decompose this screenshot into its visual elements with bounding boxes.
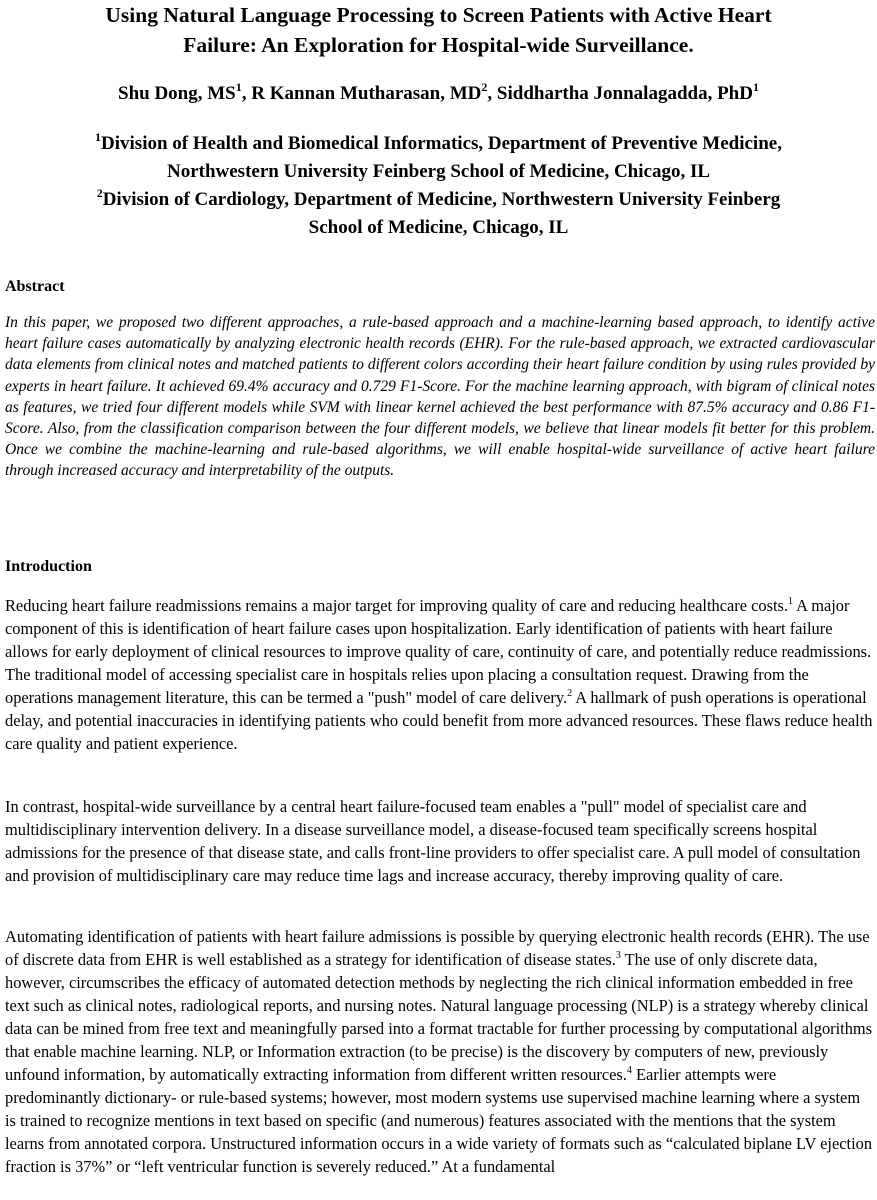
citation-mark: 1	[787, 596, 793, 607]
affiliation-line: Northwestern University Feinberg School of Medicine, Chicago, IL	[166, 161, 711, 182]
affiliation-line: Division of Cardiology, Department of Medicine, Northwestern University Feinberg	[102, 189, 781, 210]
intro-paragraph-1	[5, 594, 875, 755]
paragraph-text: Reducing heart failure readmissions remains a major target for improving quality of care and reducing healthcare costs.	[5, 596, 788, 615]
author-affiliation-mark: 1	[752, 80, 759, 94]
citation-mark: 2	[567, 688, 573, 699]
affiliations	[0, 130, 877, 242]
abstract-body: In this paper, we proposed two different approaches, a rule-based approach and a machine-learning based approach, to identify active heart failure cases automatically by analyzing electronic health records (EHR). For the rule-based approach, we extracted cardiovascular data elements from clinical notes and matched patients to different colors according their heart failure condition by using rules provided by experts in heart failure. It achieved 69.4% accuracy and 0.729 F1-Score. For the machine learning approach, with bigram of clinical notes as features, we tried four different models while SVM with linear kernel achieved the best performance with 87.5% accuracy and 0.86 F1-Score. Also, from the classification comparison between the four different models, we believe that linear models fit better for this problem. Once we combine the machine-learning and rule-based algorithms, we will enable hospital-wide surveillance of active heart failure through increased accuracy and interpretability of the outputs.	[5, 314, 875, 480]
paragraph-text: A hallmark of push operations is operational delay, and potential inaccuracies in identifying patients who could benefit from more advanced resources. These flaws reduce health care quality and patient experience.	[5, 688, 873, 753]
affiliation-mark: 1	[95, 130, 102, 144]
affiliation-2	[0, 186, 877, 214]
citation-mark: 3	[615, 950, 621, 961]
paragraph-text: The use of only discrete data, however, circumscribes the efficacy of automated detection methods by neglecting the rich clinical information embedded in free text such as clinical notes, radiological reports, and nursing notes. Natural language processing (NLP) is a strategy whereby clinical data can be mined from free text and meaningfully parsed into a format tractable for further processing by computational algorithms that enable machine learning. NLP, or Information extraction (to be precise) is the discovery by computers of new, previously unfound information, by automatically extracting information from different written resources.	[5, 950, 873, 1084]
paragraph-text: Automating identification of patients with heart failure admissions is possible by querying electronic health records (EHR). The use of discrete data from EHR is well established as a strategy for identification of disease states.	[5, 927, 870, 969]
affiliation-line: School of Medicine, Chicago, IL	[308, 217, 569, 238]
title-line-1: Using Natural Language Processing to Screen Patients with Active Heart	[105, 3, 772, 27]
intro-paragraph-2	[5, 795, 875, 887]
affiliation-mark: 2	[96, 186, 103, 200]
author-list: Shu Dong, $MS^1$, R Kannan Mutharasan, $MD^2$, Siddhartha Jonnalagadda, PhD$^1$	[118, 80, 759, 104]
affiliation-line: Division of Health and Biomedical Informatics, Department of Preventive Medicine,	[101, 133, 782, 154]
paragraph-text: A major component of this is identification of heart failure cases upon hospitalization. Early identification of patients with heart failure allows for early deployment of clinical resources to improve quality of care, continuity of care, and potentially reduce readmissions. The traditional model of accessing specialist care in hospitals relies upon placing a consultation request. Drawing from the operations management literature, this can be termed a "push" model of care delivery.	[5, 596, 872, 707]
author-affiliation-mark: 2	[481, 80, 488, 94]
author-name: Shu Dong, MS	[118, 83, 236, 104]
introduction-heading: Introduction	[5, 558, 92, 575]
author-name: R Kannan Mutharasan, MD	[251, 83, 482, 104]
author-name: Siddhartha Jonnalagadda, PhD	[496, 83, 753, 104]
title-line-2: Failure: An Exploration for Hospital-wide Surveillance.	[183, 33, 694, 57]
paragraph-text: In contrast, hospital-wide surveillance by a central heart failure-focused team enables a "pull" model of specialist care and multidisciplinary intervention delivery. In a disease surveillance model, a disease-focused team specifically screens hospital admissions for the presence of that disease state, and calls front-line providers to offer specialist care. A pull model of consultation and provision of multidisciplinary care may reduce time lags and increase accuracy, thereby improving quality of care.	[5, 797, 861, 885]
paper-title	[0, 0, 877, 60]
author-affiliation-mark: 1	[235, 80, 242, 94]
citation-mark: 4	[626, 1065, 632, 1076]
paragraph-text: Earlier attempts were predominantly dictionary- or rule-based systems; however, most modern systems use supervised machine learning where a system is trained to recognize mentions in text based on specific (and numerous) features associated with the mentions that the system learns from annotated corpora. Unstructured information occurs in a wide variety of formats such as “calculated biplane LV ejection fraction is 37%” or “left ventricular function is severely reduced.” At a fundamental	[5, 1065, 873, 1176]
affiliation-1	[0, 130, 877, 158]
abstract-heading: Abstract	[5, 278, 65, 295]
intro-paragraph-3	[5, 925, 875, 1178]
